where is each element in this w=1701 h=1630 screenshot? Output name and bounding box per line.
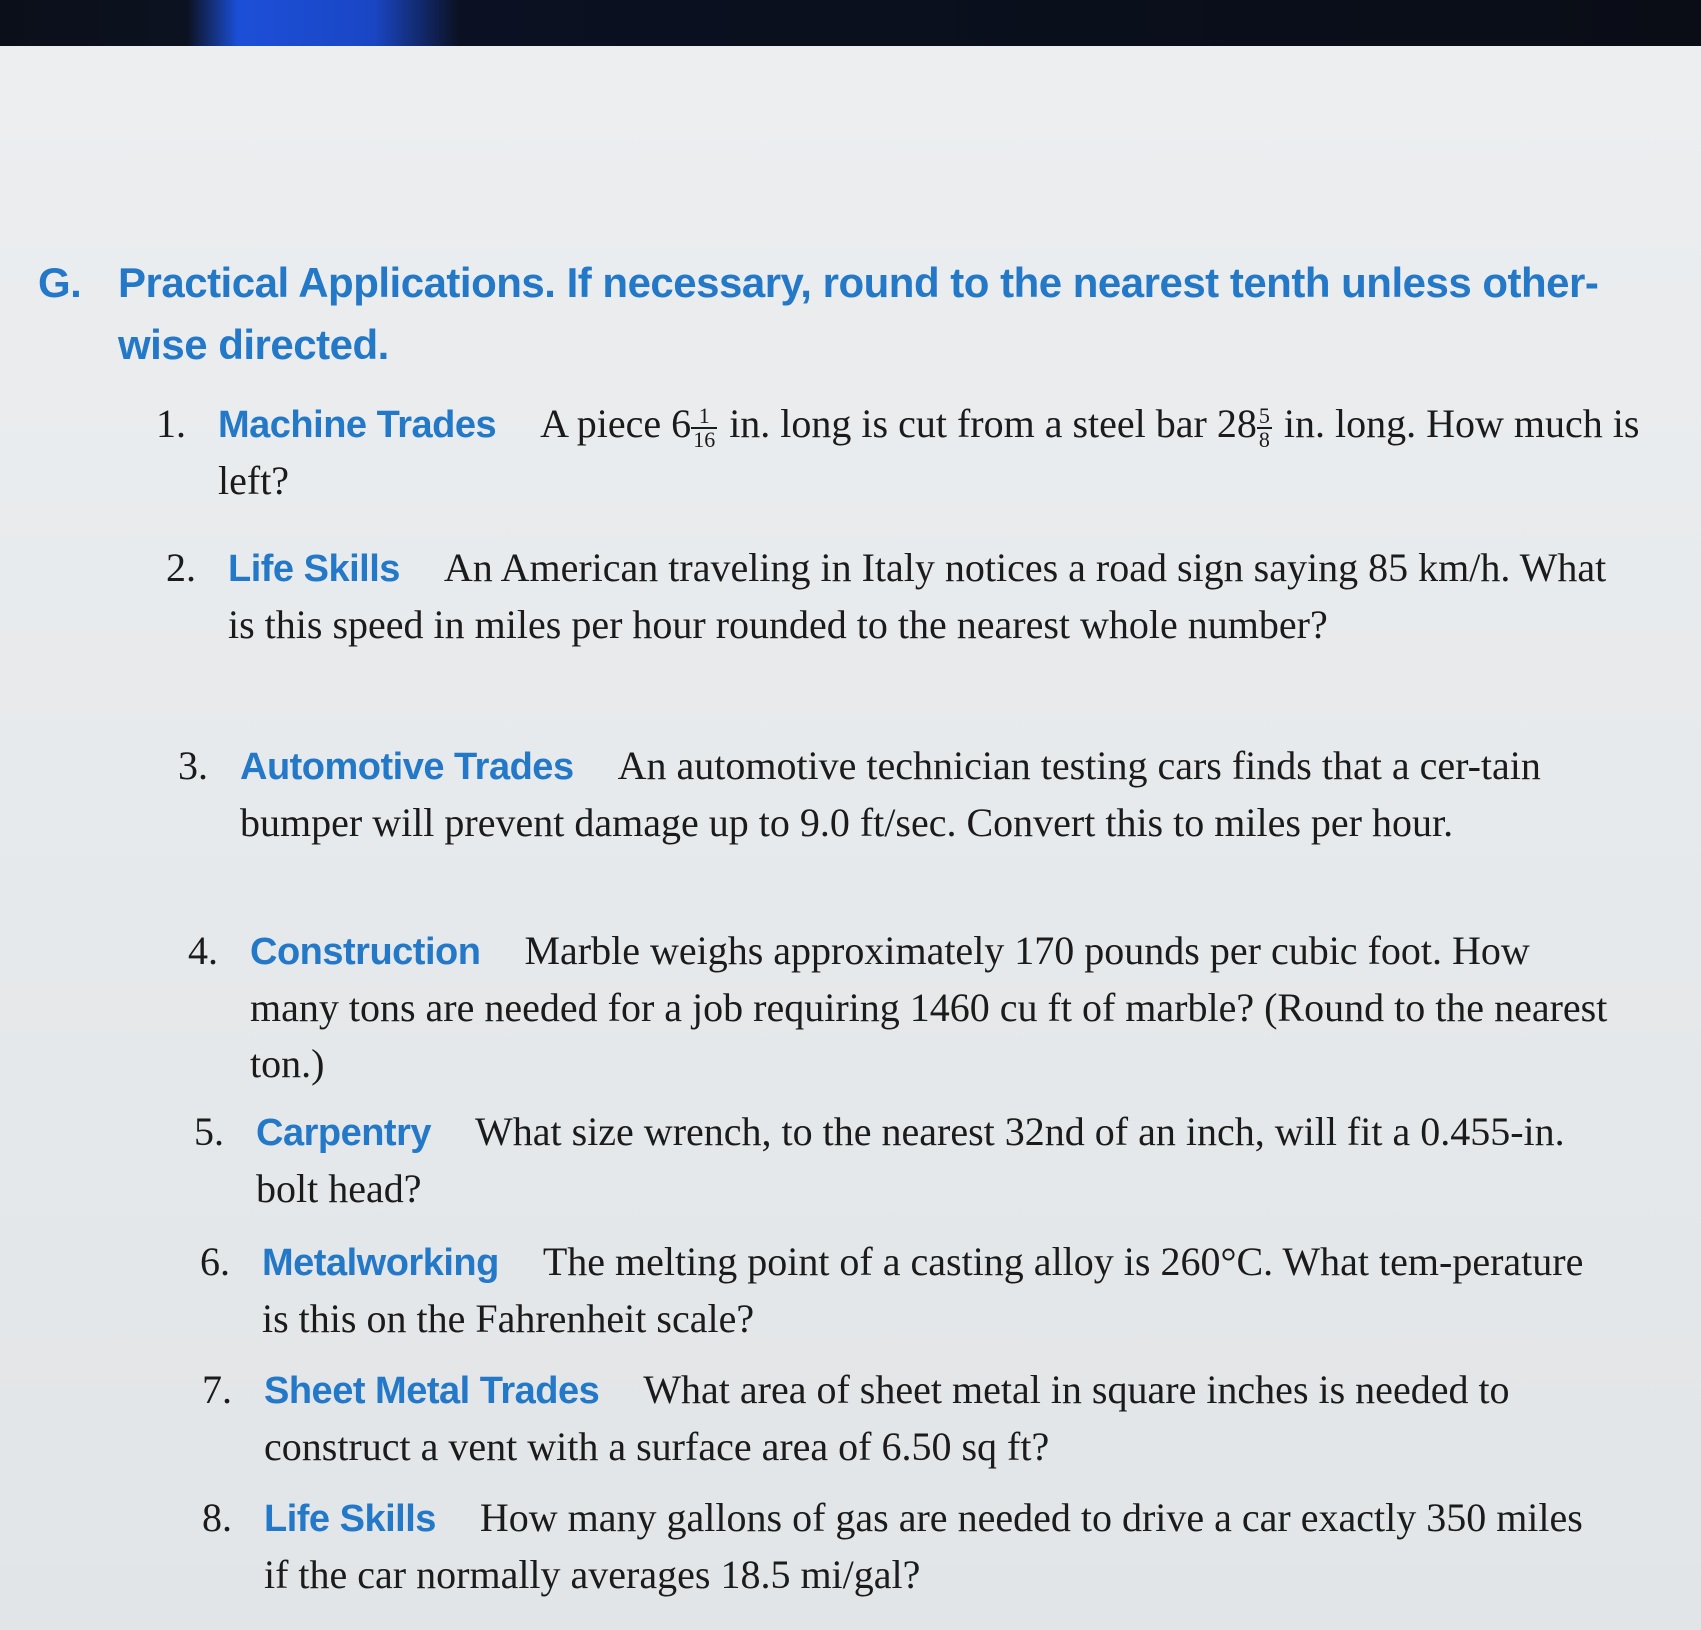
problem-topic: Machine Trades — [218, 404, 497, 446]
problem-text: How many gallons of gas are needed to drive a car exactly 350 miles if the car normally averages 18.5 mi/gal? — [264, 1495, 1583, 1597]
section-heading — [38, 252, 1618, 376]
problem-text-part: A piece 6 — [540, 401, 692, 446]
problem-number: 3. — [178, 743, 208, 788]
problem-text: The melting point of a casting alloy is 260°C. What tem-perature is this on the Fahrenheit scale? — [262, 1239, 1584, 1341]
fraction-one-sixteenth — [691, 405, 717, 451]
problem-number: 6. — [200, 1239, 230, 1284]
problem-topic: Sheet Metal Trades — [264, 1370, 600, 1412]
problem-item — [200, 1234, 1612, 1347]
problem-text-part: in. long. How much is left? — [218, 401, 1640, 503]
problem-topic: Metalworking — [262, 1242, 499, 1284]
problem-topic: Construction — [250, 931, 481, 973]
problem-number: 1. — [156, 401, 186, 446]
problem-topic: Automotive Trades — [240, 746, 574, 788]
problem-item — [156, 396, 1643, 509]
problem-item — [194, 1104, 1616, 1217]
section-letter: G. — [38, 259, 82, 306]
problem-item — [166, 540, 1633, 653]
fraction-denominator: 16 — [693, 427, 716, 452]
problem-number: 4. — [188, 928, 218, 973]
problem-item — [202, 1362, 1614, 1475]
problem-text: An American traveling in Italy notices a road sign saying 85 km/h. What is this speed in miles per hour rounded to the nearest whole number? — [228, 545, 1607, 647]
problem-topic: Carpentry — [256, 1112, 431, 1154]
problem-number: 5. — [194, 1109, 224, 1154]
problem-text: An automotive technician testing cars finds that a cer-tain bumper will prevent damage up to 9.0 ft/sec. Convert this to miles per hour. — [240, 743, 1541, 845]
problem-text: What size wrench, to the nearest 32nd of an inch, will fit a 0.455-in. bolt head? — [256, 1109, 1565, 1211]
problem-number: 2. — [166, 545, 196, 590]
fraction-numerator: 5 — [1258, 403, 1270, 428]
fraction-numerator: 1 — [691, 405, 717, 429]
problem-item — [178, 738, 1630, 851]
problem-item — [188, 923, 1615, 1092]
problem-text: Marble weighs approximately 170 pounds per cubic foot. How many tons are needed for a job requiring 1460 cu ft of marble? (Round to the nearest ton.) — [250, 928, 1608, 1086]
problem-text: What area of sheet metal in square inches is needed to construct a vent with a surface area of 6.50 sq ft? — [264, 1367, 1510, 1469]
section-title-text: Practical Applications. If necessary, round to the nearest tenth unless other-wise directed. — [118, 259, 1599, 368]
fraction-denominator: 8 — [1258, 427, 1270, 452]
problem-number: 8. — [202, 1495, 232, 1540]
problem-topic: Life Skills — [228, 548, 400, 590]
problem-item — [202, 1490, 1614, 1603]
problem-number: 7. — [202, 1367, 232, 1412]
fraction-five-eighths — [1257, 405, 1272, 451]
problem-topic: Life Skills — [264, 1498, 436, 1540]
problem-text-part: in. long is cut from a steel bar 28 — [719, 401, 1257, 446]
